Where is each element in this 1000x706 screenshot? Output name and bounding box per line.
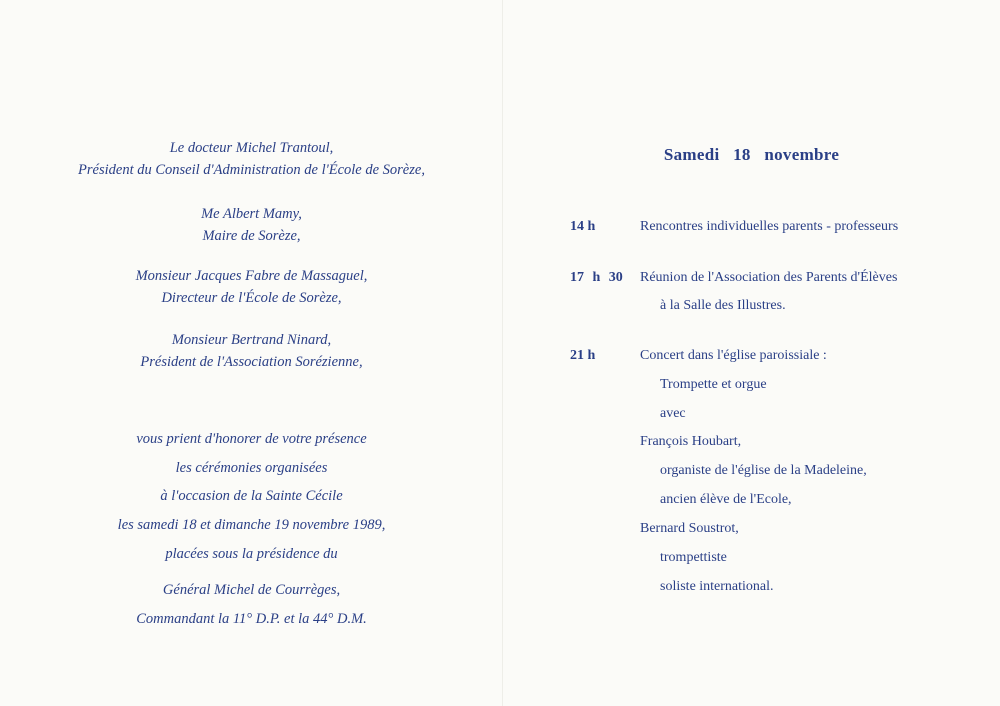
event-2-line-1: Réunion de l'Association des Parents d'Élèves: [640, 270, 898, 285]
host-4-name: Monsieur Bertrand Ninard,: [171, 332, 332, 348]
event-3-line-4: François Houbart,: [640, 434, 742, 449]
invitation-line-5: placées sous la présidence du: [165, 546, 338, 562]
event-3-line-6: ancien élève de l'Ecole,: [660, 492, 792, 507]
host-3-name: Monsieur Jacques Fabre de Massaguel,: [135, 268, 368, 284]
host-1-name: Le docteur Michel Trantoul,: [169, 140, 334, 156]
event-3-line-8: trompettiste: [660, 550, 727, 565]
event-3-line-9: soliste international.: [660, 579, 774, 594]
event-2-time: 17 h 30: [570, 270, 623, 285]
event-3-line-3: avec: [660, 406, 686, 421]
host-2-name: Me Albert Mamy,: [201, 206, 302, 222]
event-1-line-1: Rencontres individuelles parents - professeurs: [640, 219, 899, 234]
event-1-time: 14 h: [570, 219, 596, 234]
invitation-line-4: les samedi 18 et dimanche 19 novembre 1989,: [117, 517, 386, 533]
event-3-line-7: Bernard Soustrot,: [640, 521, 739, 536]
right-page: [503, 0, 1000, 706]
invitation-line-6: Général Michel de Courrèges,: [162, 582, 341, 598]
host-3-title: Directeur de l'École de Sorèze,: [161, 290, 342, 306]
event-3-line-2: Trompette et orgue: [660, 377, 767, 392]
invitation-line-2: les cérémonies organisées: [175, 460, 328, 476]
program-day-heading: Samedi 18 novembre: [663, 145, 840, 164]
event-3-time: 21 h: [570, 348, 596, 363]
host-4-title: Président de l'Association Sorézienne,: [140, 354, 363, 370]
event-3-line-5: organiste de l'église de la Madeleine,: [660, 463, 867, 478]
event-2-line-2: à la Salle des Illustres.: [660, 298, 786, 313]
host-1-title: Président du Conseil d'Administration de l'École de Sorèze,: [78, 162, 425, 178]
invitation-line-7: Commandant la 11° D.P. et la 44° D.M.: [136, 611, 367, 627]
event-3-line-1: Concert dans l'église paroissiale :: [640, 348, 827, 363]
invitation-line-1: vous prient d'honorer de votre présence: [136, 431, 367, 447]
host-2-title: Maire de Sorèze,: [202, 228, 301, 244]
invitation-line-3: à l'occasion de la Sainte Cécile: [160, 488, 343, 504]
